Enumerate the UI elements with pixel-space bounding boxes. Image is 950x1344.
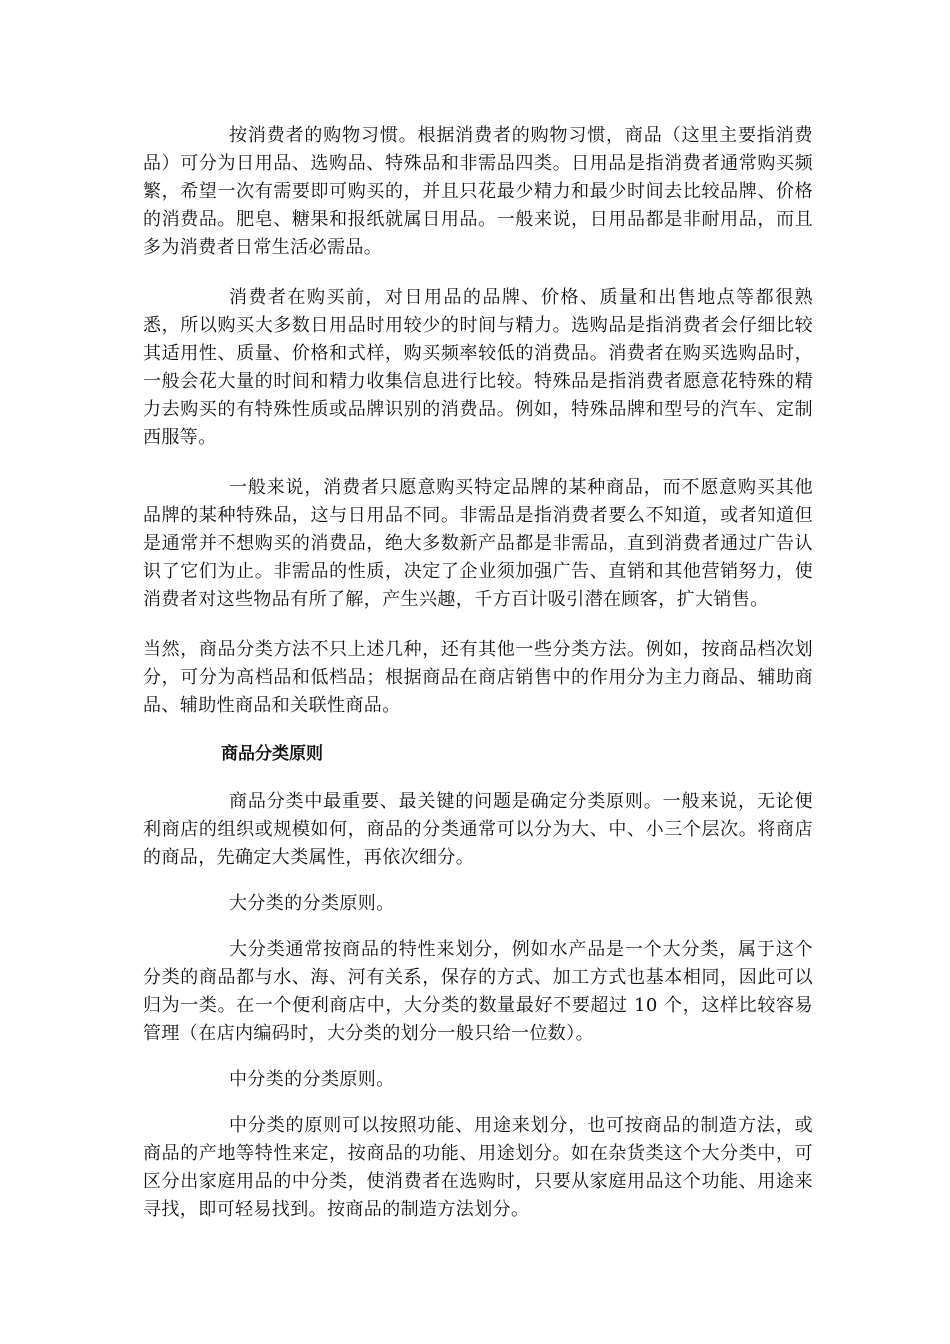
paragraph-classification-principle: 商品分类中最重要、最关键的问题是确定分类原则。一般来说，无论便利商店的组织或规模如何，商品的分类通常可以分为大、中、小三个层次。将商店的商品，先确定大类属性，再依次细分。	[143, 791, 813, 868]
paragraph-other-methods: 当然，商品分类方法不只上述几种，还有其他一些分类方法。例如，按商品档次划分，可分为高档品和低档品；根据商品在商店销售中的作用分为主力商品、辅助商品、辅助性商品和关联性商品。	[143, 639, 813, 716]
paragraph-major-category: 大分类通常按商品的特性来划分，例如水产品是一个大分类，属于这个分类的商品都与水、海、河有关系，保存的方式、加工方式也基本相同，因此可以归为一类。在一个便利商店中，大分类的数量最好不要超过 10 个，这样比较容易管理（在店内编码时，大分类的划分一般只给一位数）。	[143, 939, 813, 1044]
paragraph-middle-category: 中分类的原则可以按照功能、用途来划分，也可按商品的制造方法，或商品的产地等特性来定，按商品的功能、用途划分。如在杂货类这个大分类中，可区分出家庭用品的中分类，使消费者在选购时，只要从家庭用品这个功能、用途来寻找，即可轻易找到。按商品的制造方法划分。	[143, 1115, 813, 1220]
paragraph-major-category-title: 大分类的分类原则。	[229, 893, 395, 914]
paragraph-specialty-goods: 一般来说，消费者只愿意购买特定品牌的某种商品，而不愿意购买其他品牌的某种特殊品，这与日用品不同。非需品是指消费者要么不知道，或者知道但是通常并不想购买的消费品，绝大多数新产品都是非需品，直到消费者通过广告认识了它们为止。非需品的性质，决定了企业须加强广告、直销和其他营销努力，使消费者对这些物品有所了解，产生兴趣，千方百计吸引潜在顾客，扩大销售。	[143, 477, 813, 610]
paragraph-purchase-behavior: 消费者在购买前，对日用品的品牌、价格、质量和出售地点等都很熟悉，所以购买大多数日用品时用较少的时间与精力。选购品是指消费者会仔细比较其适用性、质量、价格和式样，购买频率较低的消费品。消费者在购买选购品时，一般会花大量的时间和精力收集信息进行比较。特殊品是指消费者愿意花特殊的精力去购买的有特殊性质或品牌识别的消费品。例如，特殊品牌和型号的汽车、定制西服等。	[143, 287, 813, 448]
section-heading: 商品分类原则	[221, 744, 323, 764]
document-body	[143, 122, 813, 1224]
paragraph-shopping-habits: 按消费者的购物习惯。根据消费者的购物习惯，商品（这里主要指消费品）可分为日用品、选购品、特殊品和非需品四类。日用品是指消费者通常购买频繁，希望一次有需要即可购买的，并且只花最少精力和最少时间去比较品牌、价格的消费品。肥皂、糖果和报纸就属日用品。一般来说，日用品都是非耐用品，而且多为消费者日常生活必需品。	[143, 125, 813, 258]
paragraph-middle-category-title: 中分类的分类原则。	[229, 1069, 395, 1090]
